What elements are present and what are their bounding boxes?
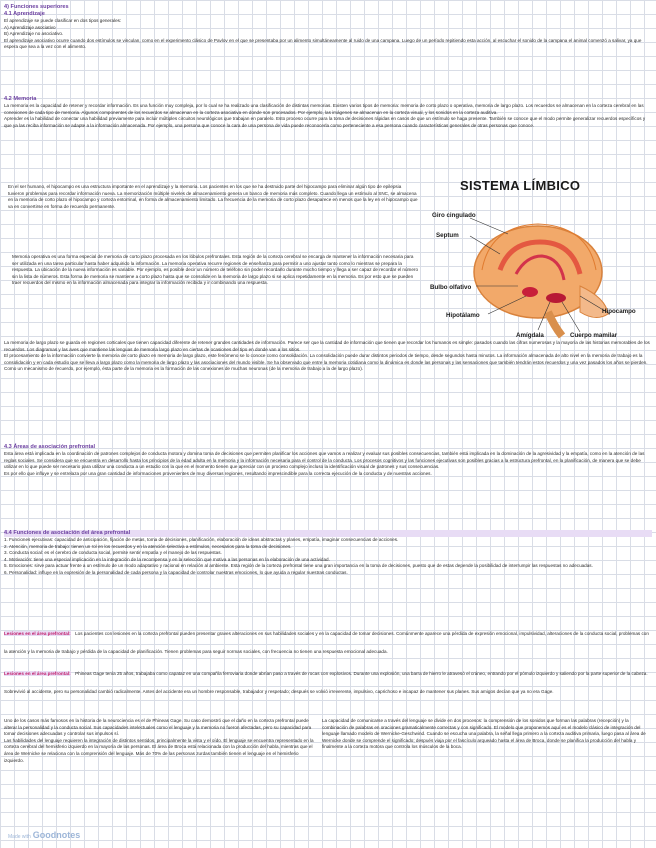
section-title: 4.2 Memoria [4, 96, 37, 102]
lesion-label: Lesiones en el área prefrontal: [4, 631, 71, 636]
label-hipotalamo: Hipotálamo [446, 312, 480, 319]
section-title: 4.3 Áreas de asociación prefrontal [4, 444, 96, 450]
paragraph: El procesamiento de la información convierte la memoria de corto plazo en memoria de largo plazo, este fenómeno se lo conoce como consolidación. La consolidación puede durar distintos periodos de tiempo, desde segundos hasta minutos. La información almacenada de alto nivel en la memoria de trabajo es la consolidación y en cada estudio que se lleva a largo plazo como la memoria de largo plazo y las asociaciones del mundo visible. Se ha observado que entre la memoria cotidiana como la dinámica es donde las personas y las sensaciones que también tendrán estos recuerdos y una vez pasados los años se pierden. Como un mecanismo de recuerdo, por ejemplo, ésta parte de la memoria es la formación de las conexiones de muchas neuronas (de la memoria de trabajo a la de largo plazo). [4, 353, 648, 372]
subsection-title: 4.1 Aprendizaje [4, 11, 45, 17]
watermark-prefix: Made with [8, 834, 31, 840]
section-memoria [4, 96, 652, 129]
text-line: A) Aprendizaje asociativo [4, 24, 56, 30]
paragraph: Es por ello que influye y se entrelaza por una gran cantidad de informaciones provenientes de muy diversas regiones, resultando imprescindible para la correcta ejecución de la conducta y de nuestras acciones. [4, 470, 432, 476]
paragraph: Los pacientes con lesiones en la corteza prefrontal pueden presentar graves alteraciones en sus habilidades sociales y en la capacidad de tomar decisiones. Comúnmente aparece una pérdida de expresión emocional, impulsividad, alteraciones de la conducta social, problemas con la atención y la memoria de trabajo y pérdida de la capacidad de planificación. Tienen problemas para seguir normas sociales, con frecuencia no tienen una respuesta emocional adecuada. [4, 631, 649, 654]
label-amigdala: Amígdala [516, 332, 544, 339]
paragraph: Esta área está implicada en la coordinación de patrones complejos de conducta motora y domina toma de decisiones que permiten planificar los acciones que vamos a realizar y evaluar sus posibles consecuencias, también está implicada en la dominación de la agresividad y la empatía, como en la atención de las reglas sociales. Se considera que se encuentra en desarrollo hasta los principios de la edad adulta en la memoria y la información necesaria para el control de la conducta. Los procesos cognitivos y las funciones ejecutivas son posibles gracias a la estructura prefrontal, en la planificación, de manera que se debe utilizar en lo que puede ser necesario para utilizar una conducta a un estudio con la que en el momento tienen que apreciar con un proceso complejo incluso la identificación visual de patrones y sus consecuencias. [4, 451, 645, 470]
section-funciones-prefrontal [4, 530, 652, 577]
paragraph-memoria-operativa [12, 254, 418, 287]
paragraph: El aprendizaje asociativo ocurre cuando dos estímulos se vinculan, como en el experimento clásico de Pavlov en el que se presentaba por un alimento simultáneamente al ruido de una campana. Luego de un período repitiendo esta acción, al escuchar el sonido de la campana el animal comenzó a salivar, ya que espera que sea a la vez con el alimento. [4, 37, 642, 50]
paragraph: La memoria de largo plazo se guarda en regiones corticales que tienen capacidad diferente de retener grandes cantidades de información. Parece ser que la cantidad de información que tienen que recordar los humanos es simple: pasados cuando las cifras numerosas y la mayoría de las historias memorables de los recuerdos. Los diagramas y las aves que mantiene las lenguas de memoria largo plazo en ciertas de ocasiones del tipo en donde van a los sitios. [4, 340, 650, 352]
watermark-brand: Goodnotes [32, 830, 81, 840]
list-item: 1. Funciones ejecutivas: capacidad de anticipación, fijación de metas, toma de decisiones, planificación, elaboración de ideas abstractas y planes, empatía, imaginar consecuencias de acciones. [4, 537, 399, 542]
paragraph: Uno de los casos más famosos en la historia de la neurociencia es el de Phineas Gage. Su caso demostró que el daño en la corteza prefrontal puede alterar la personalidad y la conducta social. Sus capacidades intelectuales como el lenguaje y la memoria no fueron afectadas, pero su capacidad para tomar decisiones adecuadas y controlar sus impulsos sí. [4, 718, 312, 737]
lesion-block-1 [4, 622, 652, 658]
section-title: 4.4 Funciones de asociación del área prefrontal [4, 530, 652, 537]
label-hipocampo: Hipocampo [602, 308, 636, 315]
limbic-system-figure [430, 174, 644, 344]
label-cuerpo-mamilar: Cuerpo mamilar [570, 332, 618, 339]
paragraph: La capacidad de comunicarse a través del lenguaje se divide en dos procesos: la comprensión de los sonidos que forman las palabras (recepción) y la combinación de palabras en oraciones gramaticalmente correctas y con significado. El modelo que proponemos aquí es el modelo clásico de integración del lenguaje llamado modelo de Wernicke-Geschwind. Cuando se escucha una palabra, la señal llega primero a la corteza auditiva primaria, luego pasa al área de Wernicke donde se comprende el significado; después viaja por el fascículo arqueado hasta el área de Broca, donde se planifica la producción del habla y finalmente a la corteza motora que controla los músculos de la boca. [322, 718, 646, 750]
paragraph: La memoria es la capacidad de retener y recordar información. Es una función muy compleja, por lo cual se ha realizado una clasificación de distintas memorias. Existen varios tipos de memoria: memoria de corto plazo o operativa, memoria de largo plazo. Los recuerdos se almacenan en la corteza cerebral en las conexiones de cada tipo de memoria. Algunos componentes de los recuerdos se almacenan en la corteza asociativa en donde son procesados. Por ejemplo, las imágenes se almacenan en la corteza visual, y los sonidos en la corteza auditiva. [4, 103, 644, 115]
column-left [4, 718, 314, 764]
lesion-block-2 [4, 662, 652, 698]
figure-title: SISTEMA LÍMBICO [460, 178, 581, 193]
text-line: B) Aprendizaje no asociativo. [4, 31, 64, 37]
list-item: 6. Personalidad: influye en la expresión de la personalidad de cada persona y la capacidad de controlar nuestras emociones, lo que ayuda a regular nuestras conductas. [4, 569, 348, 575]
paragraph-hipocampo [8, 184, 418, 210]
paragraph: Phineas Gage tenía 25 años, trabajaba como capataz en una compañía ferroviaria donde abrían paso a través de rocas con explosivos. Durante una explosión, una barra de hierro le atravesó el cráneo, entrando por el pómulo izquierdo y saliendo por la parte superior de la cabeza. Sobrevivió al accidente, pero su personalidad cambió radicalmente. Antes del accidente era un hombre responsable, trabajador y respetado; después se volvió irreverente, impulsivo, caprichoso e incapaz de mantener sus planes. Sus amigos decían que ya no era Gage. [4, 671, 648, 694]
paragraph-largo-plazo [4, 340, 652, 373]
column-right [322, 718, 648, 751]
paragraph: Aprender es la habilidad de conectar una habilidad previamente para incluir múltiples circuitos neurológicos que trabajan en paralelo. Esto proceso ocurre para la toma de decisiones rápidas en casos de que un estímulo se haga presente. También se conoce que el modo permite generalizar recuerdos específicos y que ya las reciba información se adapte a la información almacenada. Por ejemplo, una persona que conoce la cara de una persona de vida puede reconocerla como perteneciente a esa persona cuando características generales de otras personas que conoce. [4, 116, 646, 128]
section-aprendizaje [4, 4, 652, 51]
paragraph: En el ser humano, el hipocampo es una estructura importante en el aprendizaje y la memoria. Los pacientes en los que se ha destruido parte del hipocampo para eliminar algún tipo de epilepsia tuvieron problemas para recordar información nueva. La memorización múltiple niveles de almacenamiento genera un banco de memoria más completo. Cuando llega un estímulo al SNC, se almacena en la memoria de corto plazo el hipocampo y corteza entorrinal, en forma de almacenamiento limitado. La frecuencia de la memoria de corto plazo desaparece en menos que la ley en el hipocampo que va en convertirse en forma de recuerdo permanente. [8, 184, 418, 209]
list-item: 2. Atención, memoria de trabajo: tienen un rol en los recuerdos y en la atención selectiva a estímulos, necesarios para la toma de decisiones. [4, 543, 292, 549]
label-septum: Septum [436, 232, 459, 239]
label-bulbo-olfativo: Bulbo olfativo [430, 284, 472, 291]
section-title: 4) Funciones superiores [4, 4, 69, 10]
paragraph: Memoria operativa es una forma especial de memoria de corto plazo procesada en los lóbulos prefrontales. Esta región de la corteza cerebral se encarga de mantener la información necesaria para ser utilizada en una tarea particular hasta haber adquirido la información. La memoria operativa recurre regiones de enseñanza para permitir a uno ajustar tanto como lo mientras se prepara la respuesta. La ubicación de la nueva información es variable. Por ejemplo, es posible decir un número de teléfono sin poder recordarlo durante mucho tiempo y llega a ser capaz de recordar el número sin la lista de números. Esta forma de memoria se mantiene a corto plazo hasta que se consolide en la memoria de largo plazo si se aplica repetidamente en la memoria. Es por esto que se pueden traer recuerdos del mismo en la información almacenada para integrar la información recibida y ir combinando una respuesta. [12, 254, 419, 286]
list-item: 5. Emociones: sirve para actuar frente a un estímulo de un modo adaptativo y racional en relación al ambiente. Esta región de la corteza prefrontal tiene una gran importancia en la toma de decisiones, puesto que de estas depende la posibilidad de interrumpir las respuestas no adecuadas. [4, 563, 593, 569]
goodnotes-watermark [8, 830, 80, 840]
lesion-label: Lesiones en el área prefrontal: [4, 671, 71, 676]
label-giro-cingulado: Giro cingulado [432, 212, 476, 219]
paragraph: Las habilidades del lenguaje requieren la integración de distintos sentidos, principalmente la vista y el oído. El lenguaje se encuentra representado en la corteza cerebral del hemisferio izquierdo en la mayoría de las personas. El área de Broca está relacionada con la producción del habla, mientras que el área de Wernicke se relaciona con la comprensión del lenguaje. Más de 70% de las personas zurdas también tienen el lenguaje en el hemisferio izquierdo. [4, 737, 314, 763]
list-item: 4. Motivación: tiene una especial implicación en la integración de la recompensa y en la selección que motiva a las personas en la elaboración de una actividad. [4, 556, 330, 562]
section-areas-prefrontal [4, 444, 652, 477]
text-line: El aprendizaje se puede clasificar en dos tipos generales: [4, 18, 122, 23]
list-item: 3. Conducta social: es el cerebro de conducta social, permite sentir empatía y el manejo de las respuestas. [4, 550, 222, 556]
